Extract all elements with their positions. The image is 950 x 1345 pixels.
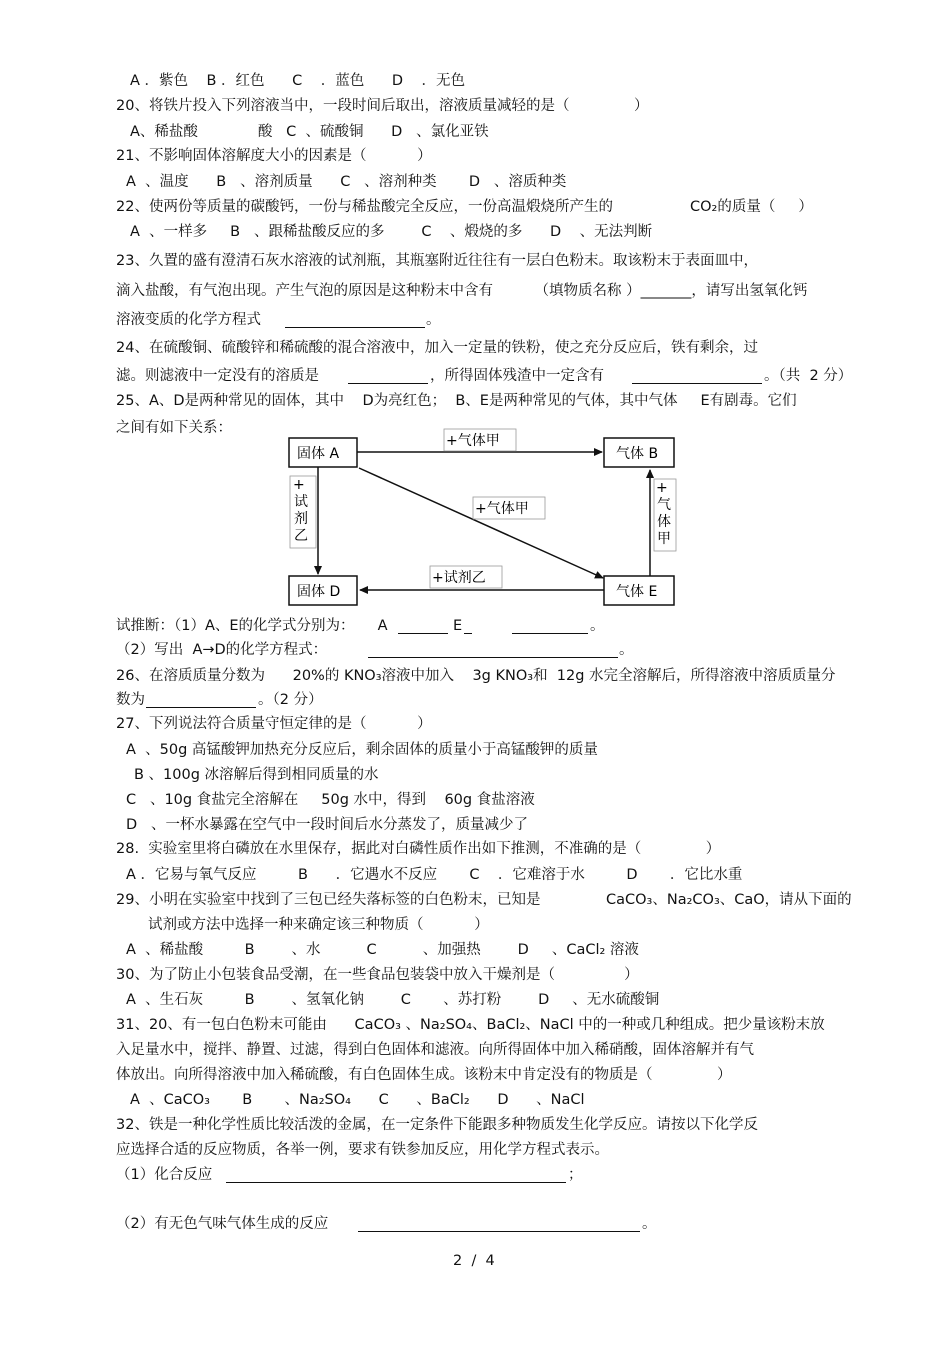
- q31-options: A 、CaCO₃ B 、Na₂SO₄ C 、BaCl₂ D 、NaCl: [130, 1092, 585, 1108]
- arrow-e-to-b-plus: +: [656, 480, 668, 496]
- box-gas-e: [604, 576, 674, 605]
- gas-e-label: 气体 E: [616, 584, 658, 600]
- arrow-a-to-d-char1: 试: [294, 494, 308, 510]
- q27-option-b: B 、100g 冰溶解后得到相同质量的水: [134, 767, 379, 783]
- q25-line1: 25、A、D是两种常见的固体，其中 D为亮红色； B、E是两种常见的气体，其中气体 E有剧毒。它们: [116, 393, 797, 409]
- q22-stem-end: CO₂的质量（ ）: [690, 199, 813, 215]
- q26-line2-end: 。（2 分）: [258, 692, 323, 708]
- arrow-a-to-d-plus: +: [293, 477, 305, 493]
- q29-stem: 29、小明在实验室中找到了三包已经失落标签的白色粉末，已知是: [116, 892, 541, 908]
- q25-q2-end: 。: [619, 642, 634, 658]
- q25-line2: 之间有如下关系：: [116, 420, 232, 436]
- q19-options: A ．紫色 B ．红色 C ．蓝色 D ．无色: [130, 73, 465, 89]
- box-gas-b: [604, 438, 674, 467]
- q24-line2-mid: ，所得固体残渣中一定含有: [430, 368, 604, 384]
- q22-options: A 、一样多 B 、跟稀盐酸反应的多 C 、煅烧的多 D 、无法判断: [130, 224, 653, 240]
- q29-stem-line2: 试剂或方法中选择一种来确定该三种物质（ ）: [148, 917, 489, 933]
- box-solid-d: [289, 576, 357, 605]
- q30-options: A 、生石灰 B 、氢氧化钠 C 、苏打粉 D 、无水硫酸铜: [126, 992, 660, 1008]
- q27-option-d: D 、一杯水暴露在空气中一段时间后水分蒸发了，质量减少了: [126, 817, 528, 833]
- arrow-e-to-b-char3: 甲: [657, 531, 671, 547]
- q25-blank-e-short[interactable]: [464, 633, 472, 634]
- solid-d-label: 固体 D: [297, 584, 341, 600]
- q26-answer-blank[interactable]: [146, 707, 256, 708]
- q32-part2-end: 。: [642, 1216, 657, 1232]
- arrow-a-to-e-label: +气体甲: [475, 501, 529, 517]
- q32-part1: （1）化合反应: [116, 1167, 213, 1183]
- arrow-a-to-d-char3: 乙: [294, 528, 308, 544]
- q24-line2-end: 。（共 2 分）: [764, 368, 853, 384]
- q32-part1-end: ；: [568, 1167, 583, 1183]
- arrow-a-to-b-label: +气体甲: [446, 433, 500, 449]
- q23-line3-end: 。: [426, 312, 441, 328]
- q28-stem: 28. 实验室里将白磷放在水里保存，据此对白磷性质作出如下推测，不准确的是（ ）: [116, 841, 721, 857]
- gas-b-label: 气体 B: [616, 446, 659, 462]
- q32-line1: 32、铁是一种化学性质比较活泼的金属，在一定条件下能跟多种物质发生化学反应。请按以下化学反: [116, 1117, 758, 1133]
- q23-line3: 溶液变质的化学方程式: [116, 312, 261, 328]
- q24-line1: 24、在硫酸铜、硫酸锌和稀硫酸的混合溶液中，加入一定量的铁粉，使之充分反应后，铁有剩余，过: [116, 340, 758, 356]
- q25-q1: 试推断：（1）A、E的化学式分别为： A: [116, 618, 388, 634]
- q21-options: A 、温度 B 、溶剂质量 C 、溶剂种类 D 、溶质种类: [126, 174, 567, 190]
- q25-q1-end: 。: [590, 618, 605, 634]
- q31-line3: 体放出。向所得溶液中加入稀硫酸，有白色固体生成。该粉末中肯定没有的物质是（ ）: [116, 1067, 732, 1083]
- q32-part2-blank[interactable]: [358, 1231, 640, 1232]
- q31-line2: 入足量水中，搅拌、静置、过滤，得到白色固体和滤液。向所得固体中加入稀硝酸，固体溶解并有气: [116, 1042, 754, 1058]
- q29-stem-end: CaCO₃、Na₂CO₃、CaO，请从下面的: [606, 892, 852, 908]
- q31-line1: 31、20、有一包白色粉末可能由 CaCO₃ 、Na₂SO₄、BaCl₂、NaCl 中的一种或几种组成。把少量该粉末放: [116, 1017, 825, 1033]
- q23-line2: 滴入盐酸，有气泡出现。产生气泡的原因是这种粉末中含有 （填物质名称 ）_______，请写出氢氧化钙: [116, 283, 808, 299]
- arrow-e-to-d-label: +试剂乙: [432, 570, 486, 586]
- q26-line2: 数为: [116, 692, 145, 708]
- q25-q1-e: E: [453, 618, 463, 634]
- q32-part1-blank[interactable]: [226, 1182, 566, 1183]
- solid-a-label: 固体 A: [297, 446, 340, 462]
- q32-line2: 应选择合适的反应物质，各举一例，要求有铁参加反应，用化学方程式表示。: [116, 1142, 609, 1158]
- q29-options: A 、稀盐酸 B 、水 C 、加强热 D 、CaCl₂ 溶液: [126, 942, 639, 958]
- q28-options: A ．它易与氧气反应 B ．它遇水不反应 C ．它难溶于水 D ．它比水重: [126, 867, 743, 883]
- q27-option-c: C 、10g 食盐完全溶解在 50g 水中，得到 60g 食盐溶液: [126, 792, 535, 808]
- q22-stem: 22、使两份等质量的碳酸钙，一份与稀盐酸完全反应，一份高温煅烧所产生的: [116, 199, 613, 215]
- q27-option-a: A 、50g 高锰酸钾加热充分反应后，剩余固体的质量小于高锰酸钾的质量: [126, 742, 598, 758]
- q32-part2: （2）有无色气味气体生成的反应: [116, 1216, 329, 1232]
- page-number: 2 / 4: [453, 1253, 495, 1269]
- arrow-e-to-b-char2: 体: [657, 514, 671, 530]
- q25-blank-e[interactable]: [512, 633, 588, 634]
- arrow-a-to-e: [359, 468, 603, 578]
- q26-line1: 26、在溶质质量分数为 20%的 KNO₃溶液中加入 3g KNO₃和 12g 水完全溶解后，所得溶液中溶质质量分: [116, 668, 836, 684]
- q21-stem: 21、不影响固体溶解度大小的因素是（ ）: [116, 148, 432, 164]
- q20-options: A、稀盐酸 酸 C 、硫酸铜 D 、氯化亚铁: [130, 124, 489, 140]
- q30-stem: 30、为了防止小包装食品受潮，在一些食品包装袋中放入干燥剂是（ ）: [116, 967, 639, 983]
- q25-equation-blank[interactable]: [368, 657, 618, 658]
- q20-stem: 20、将铁片投入下列溶液当中，一段时间后取出，溶液质量减轻的是（ ）: [116, 98, 649, 114]
- q27-stem: 27、下列说法符合质量守恒定律的是（ ）: [116, 716, 432, 732]
- q25-blank-a[interactable]: [398, 633, 448, 634]
- q23-line1: 23、久置的盛有澄清石灰水溶液的试剂瓶，其瓶塞附近往往有一层白色粉末。取该粉末于表面皿中，: [116, 253, 758, 269]
- arrow-a-to-d-char2: 剂: [294, 511, 308, 527]
- q24-line2: 滤。则滤液中一定没有的溶质是: [116, 368, 319, 384]
- q25-q2: （2）写出 A→D的化学方程式：: [116, 642, 328, 658]
- arrow-e-to-b-char1: 气: [657, 497, 671, 513]
- box-solid-a: [289, 438, 357, 467]
